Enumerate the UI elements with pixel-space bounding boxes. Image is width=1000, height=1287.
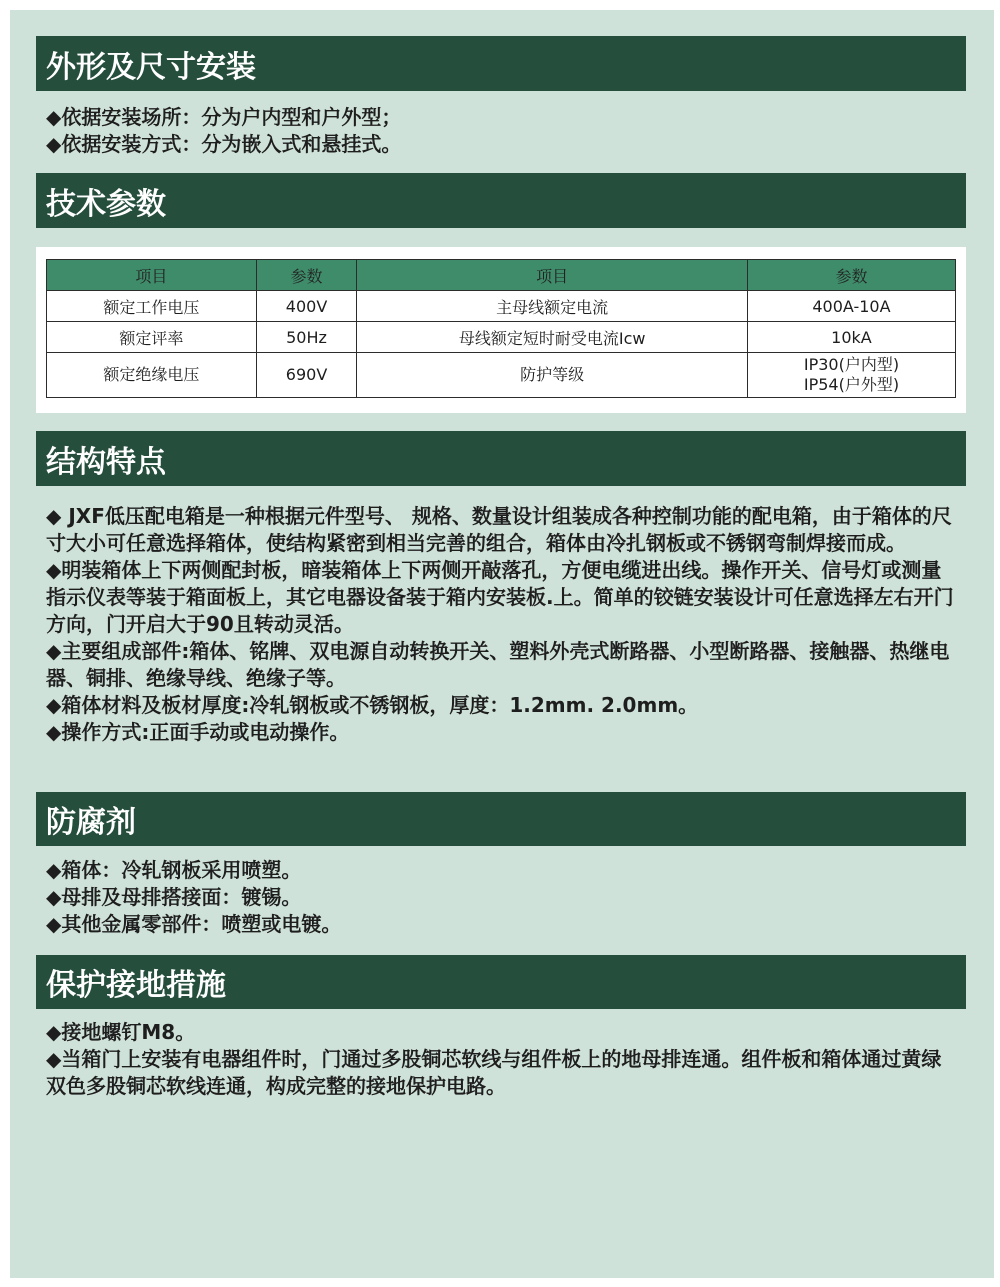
list-item: ◆箱体材料及板材厚度:冷轧钢板或不锈钢板，厚度：1.2mm. 2.0mm。 (46, 693, 699, 717)
table-cell: 400A-10A (747, 291, 955, 322)
table-cell: 50Hz (256, 322, 357, 353)
structure-list (46, 503, 958, 746)
list-item: ◆母排及母排搭接面：镀锡。 (46, 885, 302, 909)
section-title: 结构特点 (46, 444, 166, 480)
list-item: ◆当箱门上安装有电器组件时，门通过多股铜芯软线与组件板上的地母排连通。组件板和箱体通过黄绿双色多股铜芯软线连通，构成完整的接地保护电路。 (46, 1047, 942, 1098)
table-row (47, 322, 956, 353)
anticorrosion-list (46, 857, 958, 938)
table-cell: 400V (256, 291, 357, 322)
section-title: 外形及尺寸安装 (46, 49, 256, 85)
column-header: 参数 (747, 260, 955, 291)
table-cell: 690V (256, 353, 357, 398)
table-cell: 防护等级 (357, 353, 748, 398)
table-row (47, 291, 956, 322)
table-cell: 10kA (747, 322, 955, 353)
list-item: ◆接地螺钉M8。 (46, 1020, 196, 1044)
section-header-tech (36, 173, 966, 228)
section-header-structure (36, 431, 966, 486)
list-item: ◆其他金属零部件：喷塑或电镀。 (46, 912, 342, 936)
list-item: ◆明装箱体上下两侧配封板，暗装箱体上下两侧开敲落孔，方便电缆进出线。操作开关、信号灯或测量指示仪表等装于箱面板上，其它电器设备装于箱内安装板.上。简单的铰链安装设计可任意选择左右开门方向，门开启大于90且转动灵活。 (46, 558, 954, 636)
table-cell: 主母线额定电流 (357, 291, 748, 322)
table-cell: 母线额定短时耐受电流Icw (357, 322, 748, 353)
column-header: 项目 (357, 260, 748, 291)
appearance-list (46, 104, 958, 158)
section-title: 防腐剂 (46, 805, 136, 840)
table-cell: 额定评率 (47, 322, 257, 353)
list-item: ◆箱体：冷轧钢板采用喷塑。 (46, 858, 302, 882)
table-row (47, 353, 956, 398)
section-header-grounding (36, 955, 966, 1009)
list-item: ◆主要组成部件:箱体、铭牌、双电源自动转换开关、塑料外壳式断路器、小型断路器、接触器、热继电器、铜排、绝缘导线、绝缘子等。 (46, 639, 950, 690)
grounding-list (46, 1019, 958, 1100)
section-title: 技术参数 (46, 186, 166, 222)
column-header: 项目 (47, 260, 257, 291)
table-header-row (47, 260, 956, 291)
column-header: 参数 (256, 260, 357, 291)
table-cell-protection (747, 353, 955, 398)
protection-outdoor: IP54(户外型) (803, 375, 900, 394)
list-item: ◆依据安装方式：分为嵌入式和悬挂式。 (46, 132, 402, 156)
protection-indoor: IP30(户内型) (803, 355, 900, 374)
section-header-appearance (36, 36, 966, 91)
tech-params-table-wrap (36, 247, 966, 413)
section-header-anticorrosion (36, 792, 966, 846)
tech-params-table (46, 259, 956, 398)
list-item: ◆ JXF低压配电箱是一种根据元件型号、 规格、数量设计组装成各种控制功能的配电箱，由于箱体的尺寸大小可任意选择箱体，使结构紧密到相当完善的组合，箱体由冷扎钢板或不锈钢弯制焊接而成。 (46, 504, 952, 555)
table-cell: 额定绝缘电压 (47, 353, 257, 398)
list-item: ◆操作方式:正面手动或电动操作。 (46, 720, 350, 744)
table-cell: 额定工作电压 (47, 291, 257, 322)
section-title: 保护接地措施 (46, 968, 226, 1003)
list-item: ◆依据安装场所：分为户内型和户外型； (46, 105, 402, 129)
